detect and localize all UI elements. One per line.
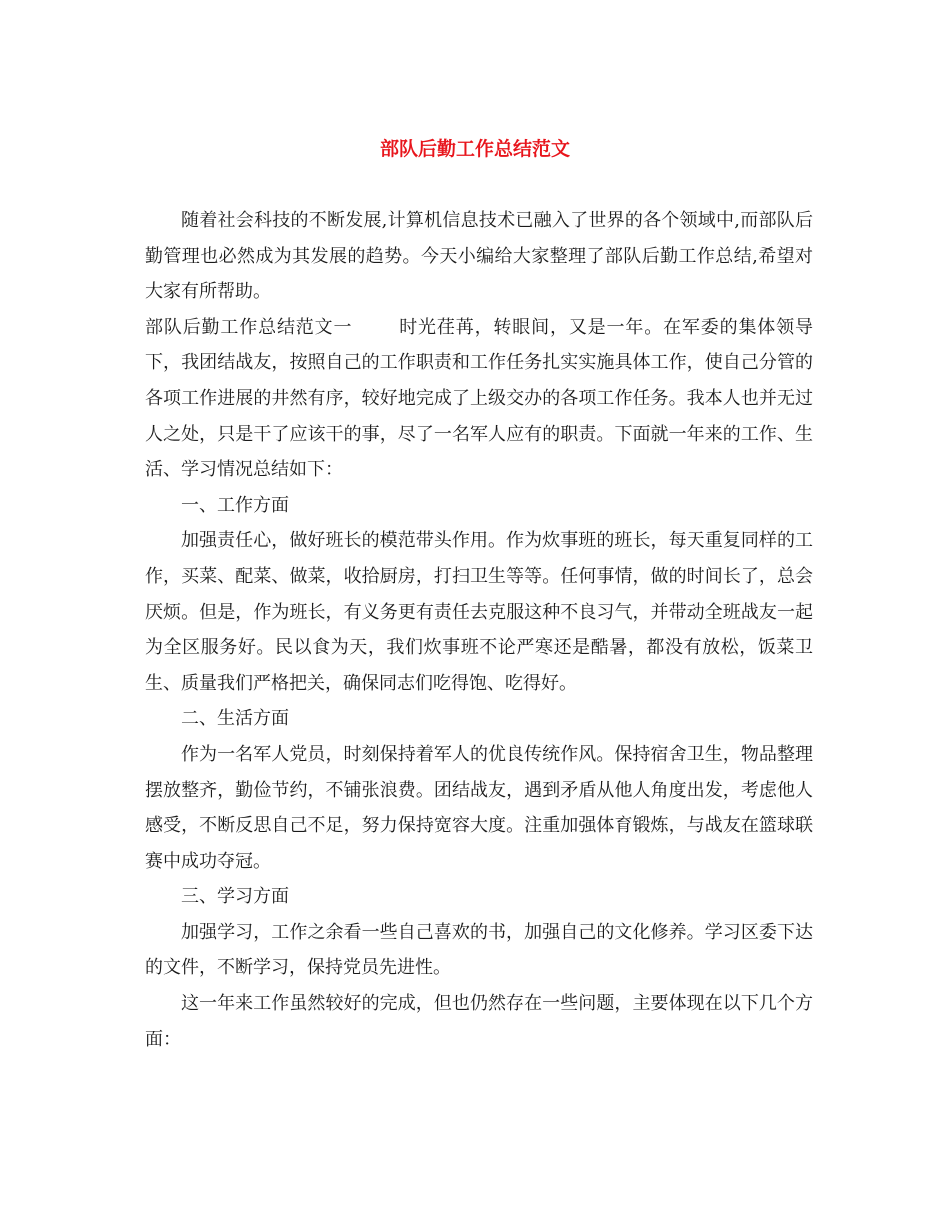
opening-paragraph bbox=[145, 310, 813, 488]
life-paragraph: 作为一名军人党员，时刻保持着军人的优良传统作风。保持宿舍卫生，物品整理摆放整齐，勤俭节约，不铺张浪费。团结战友，遇到矛盾从他人角度出发，考虑他人感受，不断反思自己不足，努力保持宽容大度。注重加强体育锻炼，与战友在篮球联赛中成功夺冠。 bbox=[145, 743, 813, 872]
study-paragraph: 加强学习，工作之余看一些自己喜欢的书，加强自己的文化修养。学习区委下达的文件，不断学习，保持党员先进性。 bbox=[145, 921, 813, 979]
section-label: 部队后勤工作总结范文一 bbox=[145, 316, 353, 338]
closing-paragraph: 这一年来工作虽然较好的完成，但也仍然存在一些问题，主要体现在以下几个方面： bbox=[145, 993, 813, 1050]
intro-paragraph: 随着社会科技的不断发展,计算机信息技术已融入了世界的各个领域中,而部队后勤管理也必然成为其发展的趋势。今天小编给大家整理了部队后勤工作总结,希望对大家有所帮助。 bbox=[145, 210, 813, 303]
section-heading-work: 一、工作方面 bbox=[181, 494, 289, 516]
section-heading-life: 二、生活方面 bbox=[181, 708, 289, 730]
document-title: 部队后勤工作总结范文 bbox=[379, 138, 570, 160]
section-heading-study: 三、学习方面 bbox=[181, 886, 289, 908]
work-paragraph: 加强责任心，做好班长的模范带头作用。作为炊事班的班长，每天重复同样的工作，买菜、配菜、做菜，收拾厨房，打扫卫生等等。任何事情，做的时间长了，总会厌烦。但是，作为班长，有义务更有责任去克服这种不良习气，并带动全班战友一起为全区服务好。民以食为天，我们炊事班不论严寒还是酷暑，都没有放松，饭菜卫生、质量我们严格把关，确保同志们吃得饱、吃得好。 bbox=[145, 530, 813, 694]
document-body bbox=[145, 203, 813, 1057]
opening-text: 时光荏苒，转眼间，又是一年。在军委的集体领导下，我团结战友，按照自己的工作职责和工作任务扎实实施具体工作，使自己分管的各项工作进展的井然有序，较好地完成了上级交办的各项工作任务。我本人也并无过人之处，只是干了应该干的事，尽了一名军人应有的职责。下面就一年来的工作、生活、学习情况总结如下： bbox=[145, 316, 814, 481]
